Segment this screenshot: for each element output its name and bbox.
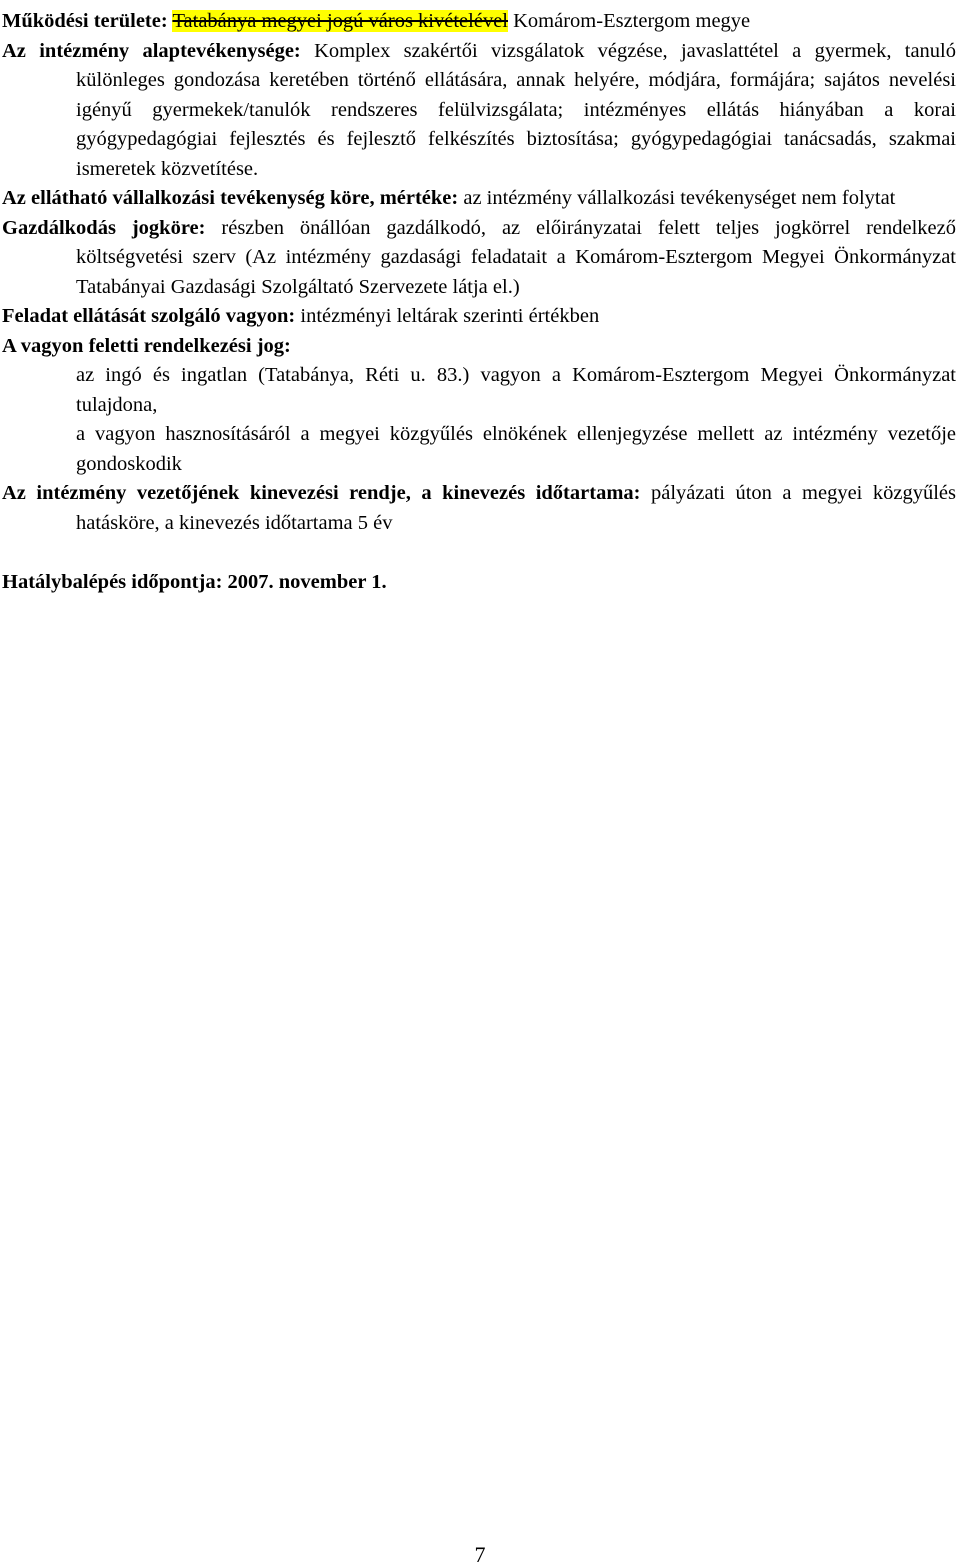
disposal-rights-ownership: az ingó és ingatlan (Tatabánya, Réti u. 83.) vagyon a Komárom-Esztergom Megyei Önkormányzat tulajdona, (76, 364, 956, 416)
disposal-rights-utilization: a vagyon hasznosításáról a megyei közgyűlés elnökének ellenjegyzése mellett az intézmény vezetője gondoskodik (76, 423, 956, 475)
section-operating-area (2, 7, 956, 37)
page-number: 7 (474, 1542, 486, 1567)
struck-highlighted-text: Tatabánya megyei jogú város kivételével (172, 10, 508, 32)
section-core-activity (2, 37, 956, 185)
section-financial-authority (2, 214, 956, 303)
section-business-activity (2, 184, 956, 214)
operating-area-label: Működési területe: (2, 10, 168, 32)
disposal-rights-label: A vagyon feletti rendelkezési jog: (2, 334, 291, 357)
assets-value: intézményi leltárak szerinti értékben (300, 305, 600, 327)
financial-authority-label: Gazdálkodás jogköre: (2, 216, 206, 239)
document-body (2, 7, 956, 597)
business-activity-label: Az ellátható vállalkozási tevékenység köre, mértéke: (2, 187, 459, 209)
financial-authority-value: részben önállóan gazdálkodó, az előirányzatai felett teljes jogkörrel rendelkező költségvetési szerv (Az intézmény gazdasági feladatait a Komárom-Esztergom Megyei Önkormányzat Tatabányai Gazdasági Szolgáltató Szervezete látja el.) (76, 216, 956, 298)
assets-label: Feladat ellátását szolgáló vagyon: (2, 305, 296, 327)
director-appointment-value: pályázati úton a megyei közgyűlés hatásköre, a kinevezés időtartama 5 év (76, 482, 956, 534)
section-disposal-rights-heading (2, 332, 956, 362)
core-activity-value: Komplex szakértői vizsgálatok végzése, javaslattétel a gyermek, tanuló különleges gondozása keretében történő ellátására, annak helyére, módjára, formájára; sajátos nevelési igényű gyermekek/tanulók rendszeres felülvizsgálata; intézményes ellátás hiányában a korai gyógypedagógiai fejlesztés és fejlesztő felkészítés biztosítása; gyógypedagógiai tanácsadás, szakmai ismeretek közvetítése. (76, 39, 956, 180)
business-activity-value: az intézmény vállalkozási tevékenységet nem folytat (463, 187, 896, 209)
blank-line (2, 538, 956, 568)
effective-date: Hatálybalépés időpontja: 2007. november 1. (2, 570, 387, 593)
operating-area-value: Komárom-Esztergom megye (513, 10, 751, 32)
section-director-appointment (2, 479, 956, 538)
section-assets (2, 302, 956, 332)
director-appointment-label: Az intézmény vezetőjének kinevezési rendje, a kinevezés időtartama: (2, 482, 641, 504)
core-activity-label: Az intézmény alaptevékenysége: (2, 39, 301, 62)
